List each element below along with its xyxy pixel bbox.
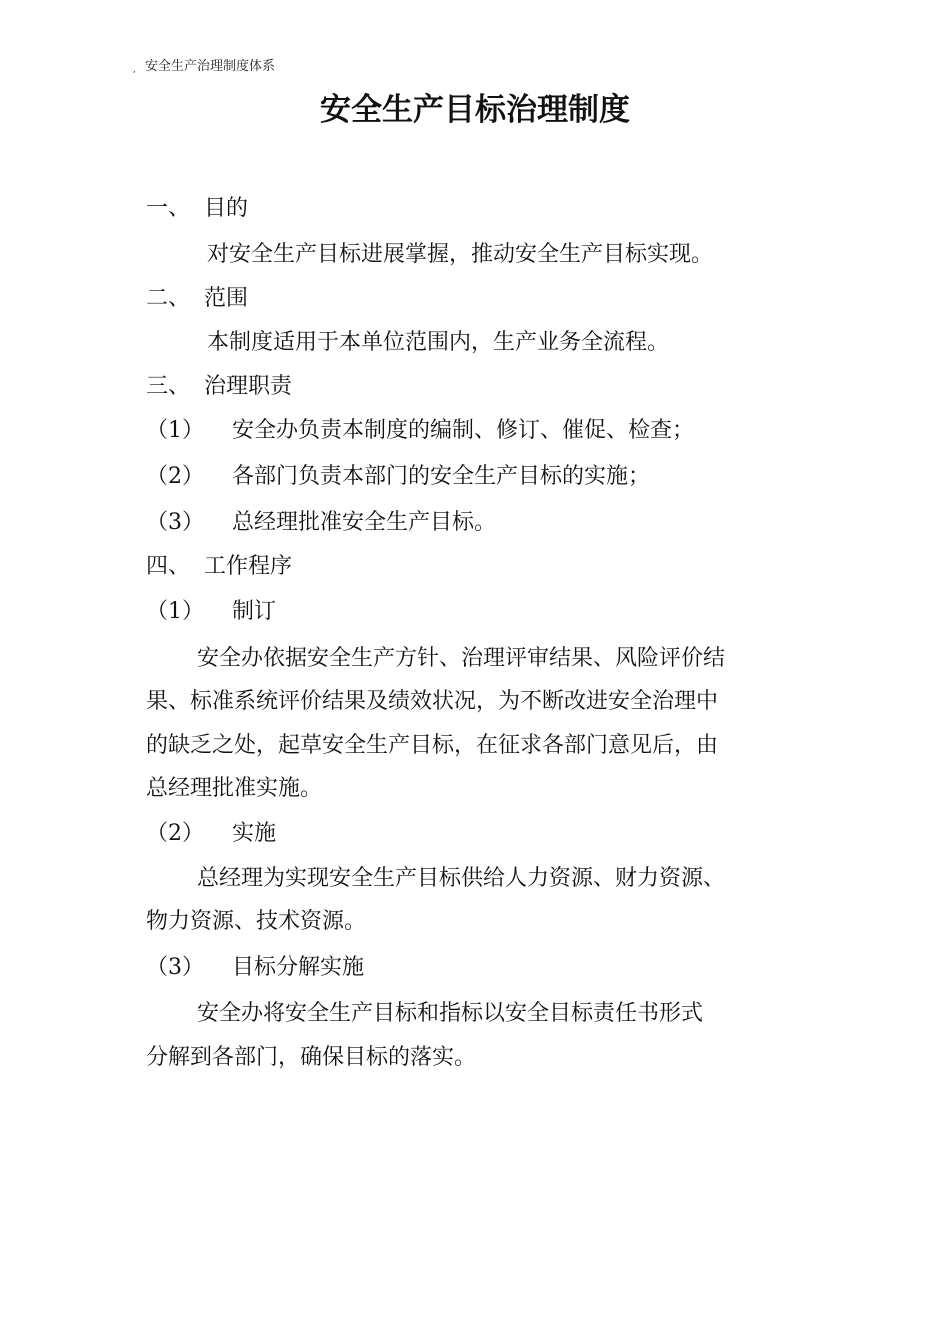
item-number: （2）	[146, 821, 204, 846]
item-number: （3）	[146, 510, 204, 535]
section-heading: 范围	[204, 286, 249, 311]
section-heading-procedure	[146, 551, 292, 583]
subsection-heading-implement	[146, 818, 276, 850]
paragraph-line: 安全办依据安全生产方针、治理评审结果、风险评价结	[197, 646, 726, 671]
list-item	[146, 415, 694, 447]
section-heading-purpose	[146, 193, 248, 225]
paragraph-line: 果、标准系统评价结果及绩效状况，为不断改进安全治理中	[146, 689, 719, 714]
item-number: （1）	[146, 599, 204, 624]
paragraph-line: 总经理批准实施。	[146, 776, 323, 801]
document-title: 安全生产目标治理制度	[320, 92, 630, 128]
item-text: 各部门负责本部门的安全生产目标的实施；	[232, 464, 651, 489]
paragraph-line: 的缺乏之处，起草安全生产目标，在征求各部门意见后，由	[146, 733, 719, 758]
section-heading-responsibilities	[146, 371, 292, 403]
paragraph-line: 物力资源、技术资源。	[146, 909, 367, 934]
item-text: 实施	[232, 821, 277, 846]
list-item	[146, 507, 496, 539]
section-number: 二、	[146, 286, 191, 311]
running-header: 安全生产治理制度体系	[145, 59, 276, 74]
subsection-heading-formulate	[146, 596, 276, 628]
section-body-scope: 本制度适用于本单位范围内，生产业务全流程。	[207, 330, 670, 355]
item-text: 总经理批准安全生产目标。	[232, 510, 497, 535]
item-number: （1）	[146, 418, 204, 443]
section-number: 四、	[146, 554, 191, 579]
paragraph-line: 总经理为实现安全生产目标供给人力资源、财力资源、	[197, 866, 726, 891]
item-text: 制订	[232, 599, 277, 624]
section-number: 一、	[146, 196, 191, 221]
section-number: 三、	[146, 374, 191, 399]
paragraph-line: 安全办将安全生产目标和指标以安全目标责任书形式	[197, 1001, 704, 1026]
list-item	[146, 461, 650, 493]
item-number: （3）	[146, 955, 204, 980]
item-number: （2）	[146, 464, 204, 489]
section-heading-scope	[146, 283, 248, 315]
section-heading: 目的	[204, 196, 249, 221]
section-heading: 治理职责	[204, 374, 293, 399]
paragraph-line: 分解到各部门，确保目标的落实。	[146, 1045, 477, 1070]
section-heading: 工作程序	[204, 554, 293, 579]
item-text: 安全办负责本制度的编制、修订、催促、检查；	[232, 418, 695, 443]
item-text: 目标分解实施	[232, 955, 365, 980]
section-body-purpose: 对安全生产目标进展掌握，推动安全生产目标实现。	[207, 242, 714, 267]
subsection-heading-decompose	[146, 952, 364, 984]
header-mark: ,	[133, 65, 136, 74]
